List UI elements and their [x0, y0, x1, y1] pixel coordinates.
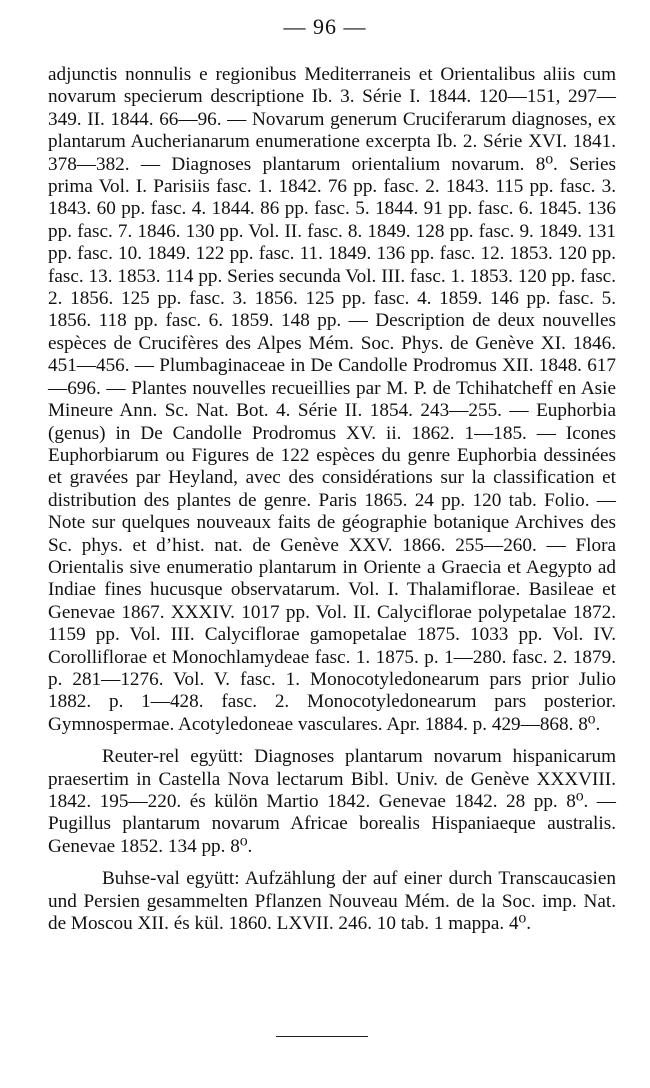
page-number: — 96 —	[283, 14, 367, 39]
body-text	[48, 64, 616, 935]
end-rule	[276, 1036, 368, 1037]
paragraph-reuter: Reuter-rel együtt: Diagnoses plantarum novarum hispanicarum praesertim in Castella Nova lectarum Bibl. Univ. de Genève XXXVIII. 1842. 195—220. és külön Martio 1842. Genevae 1842. 28 pp. 8⁰. — Pugillus plantarum novarum Africae borealis Hispaniaeque australis. Genevae 1852. 134 pp. 8⁰.	[48, 746, 616, 857]
paragraph-buhse: Buhse-val együtt: Aufzählung der auf einer durch Transcaucasien und Persien gesammelten Pflanzen Nouveau Mém. de la Soc. imp. Nat. de Moscou XII. és kül. 1860. LXVII. 246. 10 tab. 1 mappa. 4⁰.	[48, 868, 616, 935]
paragraph-bibliography-continued: adjunctis nonnulis e regionibus Mediterraneis et Orientalibus aliis cum novarum specierum descriptione Ib. 3. Série I. 1844. 120—151, 297—349. II. 1844. 66—96. — Novarum generum Cruciferarum diagnoses, ex plantarum Aucherianarum enumeratione excerpta Ib. 2. Série XVI. 1841. 378—382. — Diagnoses plantarum orientalium novarum. 8⁰. Series prima Vol. I. Parisiis fasc. 1. 1842. 76 pp. fasc. 2. 1843. 115 pp. fasc. 3. 1843. 60 pp. fasc. 4. 1844. 86 pp. fasc. 5. 1844. 91 pp. fasc. 6. 1845. 136 pp. fasc. 7. 1846. 130 pp. Vol. II. fasc. 8. 1849. 128 pp. fasc. 9. 1849. 131 pp. fasc. 10. 1849. 122 pp. fasc. 11. 1849. 136 pp. fasc. 12. 1853. 120 pp. fasc. 13. 1853. 114 pp. Series secunda Vol. III. fasc. 1. 1853. 120 pp. fasc. 2. 1856. 125 pp. fasc. 3. 1856. 125 pp. fasc. 4. 1859. 146 pp. fasc. 5. 1856. 118 pp. fasc. 6. 1859. 148 pp. — Description de deux nouvelles espèces de Crucifères des Alpes Mém. Soc. Phys. de Genève XI. 1846. 451—456. — Plumbaginaceae in De Candolle Prodromus XII. 1848. 617—696. — Plantes nouvelles recueillies par M. P. de Tchihatcheff en Asie Mineure Ann. Sc. Nat. Bot. 4. Série II. 1854. 243—255. — Euphorbia (genus) in De Candolle Prodromus XV. ii. 1862. 1—185. — Icones Euphorbiarum ou Figures de 122 espèces du genre Euphorbia dessinées et gravées par Heyland, avec des considérations sur la classification et distribution des plantes de genre. Paris 1865. 24 pp. 120 tab. Folio. — Note sur quelques nouveaux faits de géographie botanique Archives des Sc. phys. et d’hist. nat. de Genève XXV. 1866. 255—260. — Flora Orientalis sive enumeratio plantarum in Oriente a Graecia et Aegypto ad Indiae fines hucusque observatarum. Vol. I. Thalamiflorae. Basileae et Genevae 1867. XXXIV. 1017 pp. Vol. II. Calyciflorae polypetalae 1872. 1159 pp. Vol. III. Calyciflorae gamopetalae 1875. 1033 pp. Vol. IV. Corolliflorae et Monochlamydeae fasc. 1. 1875. p. 1—280. fasc. 2. 1879. p. 281—1276. Vol. V. fasc. 1. Monocotyledonearum pars prior Julio 1882. p. 1—428. fasc. 2. Monocotyledonearum pars posterior. Gymnospermae. Acotyledoneae vasculares. Apr. 1884. p. 429—868. 8⁰.	[48, 64, 616, 735]
